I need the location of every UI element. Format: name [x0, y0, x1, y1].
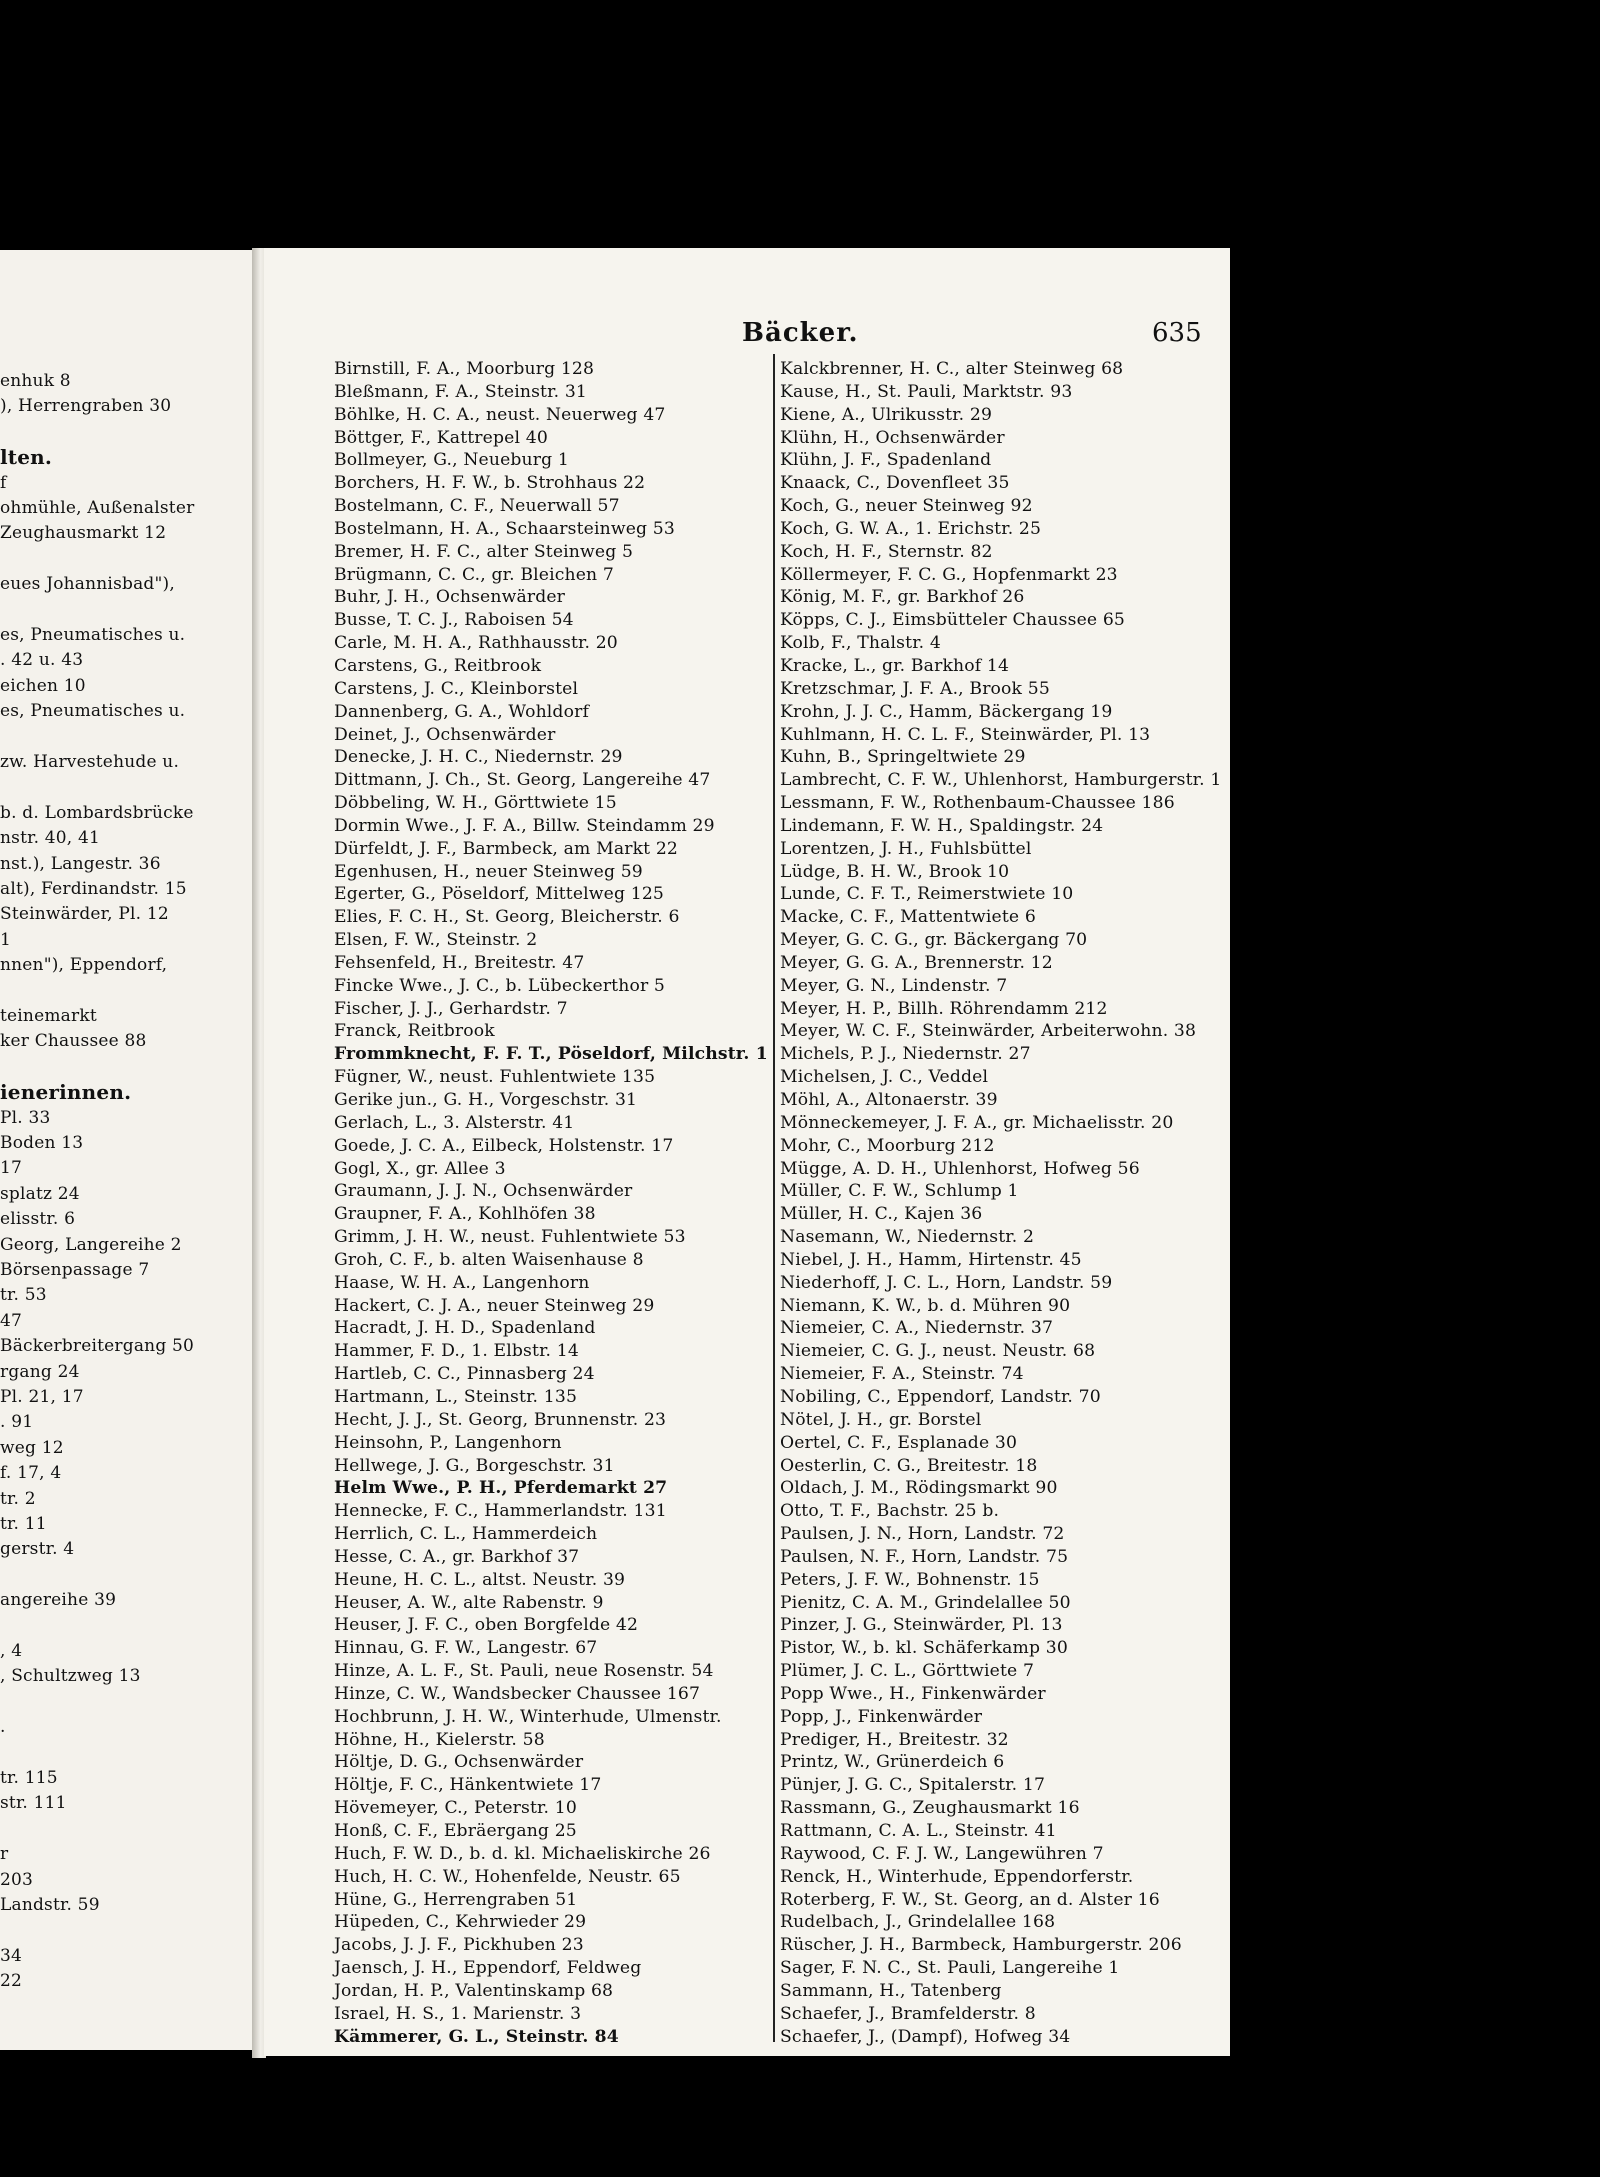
directory-entry: Hammer, F. D., 1. Elbstr. 14: [334, 1341, 579, 1362]
directory-entry: Krohn, J. J. C., Hamm, Bäckergang 19: [780, 701, 1113, 722]
directory-entry: Kämmerer, G. L., Steinstr. 84: [334, 2026, 619, 2047]
directory-entry: Jaensch, J. H., Eppendorf, Feldweg: [334, 1958, 642, 1979]
directory-entry: Oesterlin, C. G., Breitestr. 18: [780, 1455, 1038, 1476]
directory-entry: Döbbeling, W. H., Görttwiete 15: [334, 793, 617, 814]
directory-entry: Goede, J. C. A., Eilbeck, Holstenstr. 17: [334, 1135, 674, 1156]
left-page-line: es, Pneumatisches u.: [0, 701, 186, 722]
directory-entry: Böhlke, H. C. A., neust. Neuerweg 47: [334, 404, 666, 425]
directory-entry: Nasemann, W., Niedernstr. 2: [780, 1227, 1035, 1248]
left-page-line: str. 111: [0, 1793, 67, 1814]
directory-entry: Hochbrunn, J. H. W., Winterhude, Ulmenstr.: [334, 1706, 722, 1727]
directory-entry: Mügge, A. D. H., Uhlenhorst, Hofweg 56: [780, 1158, 1140, 1179]
left-page-line: eues Johannisbad"),: [0, 574, 175, 595]
directory-entry: Graupner, F. A., Kohlhöfen 38: [334, 1204, 596, 1225]
directory-entry: Kalckbrenner, H. C., alter Steinweg 68: [780, 359, 1124, 379]
directory-entry: Müller, C. F. W., Schlump 1: [780, 1181, 1019, 1202]
left-page-line: zw. Harvestehude u.: [0, 752, 180, 772]
left-page-line: ienerinnen.: [0, 1080, 132, 1105]
directory-entry: Jacobs, J. J. F., Pickhuben 23: [334, 1935, 584, 1956]
directory-entry: Nötel, J. H., gr. Borstel: [780, 1409, 982, 1430]
left-page-line: ), Herrengraben 30: [0, 396, 172, 417]
directory-entry: Sager, F. N. C., St. Pauli, Langereihe 1: [780, 1958, 1120, 1979]
left-page-line: 1: [0, 929, 12, 950]
left-page-line: tr. 11: [0, 1514, 47, 1534]
directory-entry: Egerter, G., Pöseldorf, Mittelweg 125: [334, 884, 665, 905]
directory-entry: Fischer, J. J., Gerhardstr. 7: [334, 998, 568, 1019]
left-page-line: Pl. 33: [0, 1107, 51, 1128]
left-page-line: 34: [0, 1945, 23, 1966]
left-page-line: Boden 13: [0, 1133, 84, 1153]
directory-entry: Hesse, C. A., gr. Barkhof 37: [334, 1546, 580, 1567]
directory-entry: Pinzer, J. G., Steinwärder, Pl. 13: [780, 1615, 1063, 1636]
left-page-line: rgang 24: [0, 1361, 80, 1382]
directory-entry: Klühn, H., Ochsenwärder: [780, 427, 1005, 448]
directory-entry: Köpps, C. J., Eimsbütteler Chaussee 65: [780, 610, 1126, 631]
directory-entry: Jordan, H. P., Valentinskamp 68: [334, 1980, 614, 2001]
directory-entry: Bostelmann, H. A., Schaarsteinweg 53: [334, 518, 675, 539]
directory-entry: Niemeier, C. A., Niedernstr. 37: [780, 1318, 1054, 1339]
directory-entry: Niemann, K. W., b. d. Mühren 90: [780, 1295, 1071, 1316]
left-page-line: tr. 53: [0, 1285, 47, 1306]
directory-entry: Köllermeyer, F. C. G., Hopfenmarkt 23: [780, 564, 1118, 585]
directory-entry: Peters, J. F. W., Bohnenstr. 15: [780, 1569, 1040, 1590]
column-divider: [773, 354, 775, 2042]
left-page-line: Landstr. 59: [0, 1895, 100, 1915]
directory-entry: Buhr, J. H., Ochsenwärder: [334, 587, 566, 608]
directory-entry: Paulsen, J. N., Horn, Landstr. 72: [780, 1524, 1065, 1545]
directory-entry: Plümer, J. C. L., Görttwiete 7: [780, 1661, 1035, 1682]
directory-entry: Niederhoff, J. C. L., Horn, Landstr. 59: [780, 1272, 1113, 1293]
directory-entry: Hinze, C. W., Wandsbecker Chaussee 167: [334, 1683, 701, 1704]
left-page-line: lten.: [0, 445, 53, 470]
directory-entry: Kolb, F., Thalstr. 4: [780, 633, 941, 654]
directory-entry: Haase, W. H. A., Langenhorn: [334, 1272, 590, 1293]
directory-entry: Kuhn, B., Springeltwiete 29: [780, 747, 1026, 768]
directory-entry: Schaefer, J., (Dampf), Hofweg 34: [780, 2026, 1071, 2047]
directory-column-left: [334, 358, 770, 2048]
directory-entry: Busse, T. C. J., Raboisen 54: [334, 610, 574, 631]
directory-entry: Sammann, H., Tatenberg: [780, 1980, 1002, 2001]
directory-entry: Lessmann, F. W., Rothenbaum-Chaussee 186: [780, 793, 1175, 814]
directory-entry: Hecht, J. J., St. Georg, Brunnenstr. 23: [334, 1409, 667, 1430]
directory-entry: Böttger, F., Kattrepel 40: [334, 427, 548, 448]
directory-entry: Gogl, X., gr. Allee 3: [334, 1158, 506, 1179]
directory-entry: Pienitz, C. A. M., Grindelallee 50: [780, 1592, 1071, 1613]
directory-entry: Popp Wwe., H., Finkenwärder: [780, 1683, 1046, 1704]
directory-entry: Denecke, J. H. C., Niedernstr. 29: [334, 747, 623, 768]
directory-entry: Gerike jun., G. H., Vorgeschstr. 31: [334, 1090, 638, 1110]
directory-entry: Frommknecht, F. F. T., Pöseldorf, Milchstr. 1: [334, 1044, 768, 1065]
scan-border-bottom: [168, 2040, 208, 2177]
directory-entry: Egenhusen, H., neuer Steinweg 59: [334, 861, 643, 882]
directory-entry: Hartleb, C. C., Pinnasberg 24: [334, 1364, 595, 1385]
directory-entry: Bleßmann, F. A., Steinstr. 31: [334, 381, 587, 402]
directory-entry: Fehsenfeld, H., Breitestr. 47: [334, 952, 585, 973]
left-page-line: gerstr. 4: [0, 1539, 75, 1560]
directory-entry: Elsen, F. W., Steinstr. 2: [334, 930, 538, 951]
directory-entry: Pünjer, J. G. C., Spitalerstr. 17: [780, 1775, 1046, 1796]
directory-entry: Heune, H. C. L., altst. Neustr. 39: [334, 1569, 626, 1590]
directory-entry: Huch, H. C. W., Hohenfelde, Neustr. 65: [334, 1866, 681, 1887]
directory-entry: Knaack, C., Dovenfleet 35: [780, 473, 1010, 494]
left-page-line: 22: [0, 1971, 23, 1992]
directory-entry: Birnstill, F. A., Moorburg 128: [334, 359, 595, 379]
left-page-line: tr. 2: [0, 1488, 36, 1509]
directory-entry: Schaefer, J., Bramfelderstr. 8: [780, 2003, 1036, 2024]
directory-entry: Dormin Wwe., J. F. A., Billw. Steindamm 29: [334, 815, 715, 836]
directory-entry: Helm Wwe., P. H., Pferdemarkt 27: [334, 1478, 668, 1499]
directory-entry: Koch, H. F., Sternstr. 82: [780, 541, 993, 562]
directory-entry: Kretzschmar, J. F. A., Brook 55: [780, 678, 1050, 699]
directory-entry: Kuhlmann, H. C. L. F., Steinwärder, Pl. 13: [780, 724, 1151, 745]
left-page-line: ker Chaussee 88: [0, 1031, 147, 1052]
directory-entry: Graumann, J. J. N., Ochsenwärder: [334, 1181, 633, 1202]
left-page-line: nnen"), Eppendorf,: [0, 955, 168, 976]
directory-entry: König, M. F., gr. Barkhof 26: [780, 587, 1025, 608]
directory-entry: Heuser, J. F. C., oben Borgfelde 42: [334, 1615, 639, 1636]
directory-entry: Oldach, J. M., Rödingsmarkt 90: [780, 1478, 1058, 1499]
directory-entry: Honß, C. F., Ebräergang 25: [334, 1821, 577, 1841]
left-page-line: 17: [0, 1158, 23, 1179]
directory-entry: Otto, T. F., Bachstr. 25 b.: [780, 1501, 1000, 1522]
directory-entry: Brügmann, C. C., gr. Bleichen 7: [334, 564, 614, 585]
directory-entry: Pistor, W., b. kl. Schäferkamp 30: [780, 1638, 1068, 1659]
directory-entry: Carstens, J. C., Kleinborstel: [334, 678, 579, 699]
left-page-line: alt), Ferdinandstr. 15: [0, 879, 187, 899]
left-page-line: , 4: [0, 1641, 23, 1661]
left-page-line: f. 17, 4: [0, 1463, 62, 1484]
directory-entry: Dittmann, J. Ch., St. Georg, Langereihe 47: [334, 770, 711, 791]
left-page-line: nstr. 40, 41: [0, 828, 101, 849]
page-number: 635: [1152, 318, 1202, 348]
directory-entry: Fügner, W., neust. Fuhlentwiete 135: [334, 1067, 656, 1088]
directory-entry: Michels, P. J., Niedernstr. 27: [780, 1044, 1031, 1065]
left-page-line: Steinwärder, Pl. 12: [0, 904, 169, 925]
left-page-line: es, Pneumatisches u.: [0, 625, 186, 645]
directory-entry: Bostelmann, C. F., Neuerwall 57: [334, 496, 620, 517]
directory-entry: Rüscher, J. H., Barmbeck, Hamburgerstr. 206: [780, 1935, 1182, 1956]
left-page-line: b. d. Lombardsbrücke: [0, 802, 194, 823]
left-page-line: , Schultzweg 13: [0, 1666, 141, 1687]
directory-entry: Niemeier, F. A., Steinstr. 74: [780, 1364, 1024, 1385]
directory-entry: Hüpeden, C., Kehrwieder 29: [334, 1912, 587, 1933]
left-page-line: Bäckerbreitergang 50: [0, 1336, 195, 1357]
directory-entry: Renck, H., Winterhude, Eppendorferstr.: [780, 1866, 1134, 1887]
directory-entry: Mohr, C., Moorburg 212: [780, 1135, 995, 1156]
directory-entry: Hennecke, F. C., Hammerlandstr. 131: [334, 1501, 667, 1522]
directory-entry: Klühn, J. F., Spadenland: [780, 450, 992, 471]
left-page-line: nst.), Langestr. 36: [0, 853, 161, 874]
left-page-line: weg 12: [0, 1437, 64, 1458]
left-page: [0, 250, 252, 2050]
directory-entry: Bremer, H. F. C., alter Steinweg 5: [334, 541, 634, 562]
left-page-line: teinemarkt: [0, 1006, 97, 1026]
directory-entry: Borchers, H. F. W., b. Strohhaus 22: [334, 473, 646, 494]
left-page-line: eichen 10: [0, 675, 86, 696]
directory-entry: Höltje, D. G., Ochsenwärder: [334, 1752, 584, 1773]
directory-entry: Hövemeyer, C., Peterstr. 10: [334, 1798, 577, 1819]
directory-entry: Hackert, C. J. A., neuer Steinweg 29: [334, 1295, 655, 1316]
directory-column-right: [780, 358, 1220, 2048]
directory-entry: Carle, M. H. A., Rathhausstr. 20: [334, 633, 618, 654]
directory-entry: Nobiling, C., Eppendorf, Landstr. 70: [780, 1386, 1101, 1407]
directory-entry: Meyer, G. C. G., gr. Bäckergang 70: [780, 930, 1088, 951]
left-page-line: angereihe 39: [0, 1590, 117, 1611]
directory-entry: Hartmann, L., Steinstr. 135: [334, 1386, 578, 1407]
left-page-line: f: [0, 472, 7, 493]
directory-entry: Bollmeyer, G., Neueburg 1: [334, 450, 569, 471]
directory-entry: Rattmann, C. A. L., Steinstr. 41: [780, 1821, 1057, 1841]
left-page-line: splatz 24: [0, 1183, 80, 1204]
directory-entry: Grimm, J. H. W., neust. Fuhlentwiete 53: [334, 1227, 686, 1248]
directory-entry: Groh, C. F., b. alten Waisenhause 8: [334, 1249, 644, 1270]
left-page-line: Zeughausmarkt 12: [0, 523, 167, 544]
directory-entry: Roterberg, F. W., St. Georg, an d. Alster 16: [780, 1889, 1160, 1910]
directory-entry: Printz, W., Grünerdeich 6: [780, 1752, 1005, 1773]
directory-entry: Kiene, A., Ulrikusstr. 29: [780, 404, 993, 425]
directory-entry: Möhl, A., Altonaerstr. 39: [780, 1090, 998, 1110]
directory-entry: Koch, G., neuer Steinweg 92: [780, 496, 1033, 517]
directory-entry: Popp, J., Finkenwärder: [780, 1706, 983, 1727]
left-page-line: .: [0, 1717, 6, 1738]
left-page-line: 47: [0, 1310, 23, 1331]
directory-entry: Hellwege, J. G., Borgeschstr. 31: [334, 1455, 615, 1476]
directory-entry: Meyer, G. N., Lindenstr. 7: [780, 975, 1008, 996]
directory-entry: Gerlach, L., 3. Alsterstr. 41: [334, 1112, 575, 1133]
directory-entry: Hacradt, J. H. D., Spadenland: [334, 1318, 596, 1339]
left-page-line: elisstr. 6: [0, 1209, 76, 1230]
directory-entry: Kause, H., St. Pauli, Marktstr. 93: [780, 381, 1073, 402]
directory-entry: Heinsohn, P., Langenhorn: [334, 1432, 562, 1453]
directory-entry: Koch, G. W. A., 1. Erichstr. 25: [780, 518, 1042, 539]
left-page-line: tr. 115: [0, 1768, 58, 1788]
directory-entry: Rudelbach, J., Grindelallee 168: [780, 1912, 1056, 1933]
directory-entry: Paulsen, N. F., Horn, Landstr. 75: [780, 1546, 1069, 1567]
directory-entry: Dürfeldt, J. F., Barmbeck, am Markt 22: [334, 838, 679, 859]
directory-entry: Oertel, C. F., Esplanade 30: [780, 1432, 1018, 1453]
left-page-line: Pl. 21, 17: [0, 1387, 84, 1407]
directory-entry: Lunde, C. F. T., Reimerstwiete 10: [780, 884, 1074, 905]
left-page-line: . 42 u. 43: [0, 650, 84, 671]
directory-entry: Müller, H. C., Kajen 36: [780, 1204, 983, 1225]
page-header-title: Bäcker.: [742, 318, 859, 348]
directory-entry: Höhne, H., Kielerstr. 58: [334, 1729, 545, 1750]
directory-entry: Deinet, J., Ochsenwärder: [334, 724, 556, 745]
directory-entry: Fincke Wwe., J. C., b. Lübeckerthor 5: [334, 975, 666, 996]
directory-entry: Franck, Reitbrook: [334, 1021, 495, 1042]
directory-entry: Meyer, H. P., Billh. Röhrendamm 212: [780, 998, 1108, 1019]
directory-entry: Hinnau, G. F. W., Langestr. 67: [334, 1638, 598, 1659]
directory-entry: Herrlich, C. L., Hammerdeich: [334, 1524, 598, 1545]
directory-entry: Lambrecht, C. F. W., Uhlenhorst, Hamburgerstr. 1: [780, 770, 1222, 791]
left-page-line: Börsenpassage 7: [0, 1260, 150, 1280]
scan-border-top: [168, 0, 192, 250]
left-page-line: enhuk 8: [0, 371, 71, 391]
left-page-line: . 91: [0, 1412, 34, 1433]
directory-entry: Meyer, W. C. F., Steinwärder, Arbeiterwohn. 38: [780, 1021, 1197, 1042]
directory-entry: Raywood, C. F. J. W., Langewühren 7: [780, 1843, 1104, 1864]
left-page-line: Georg, Langereihe 2: [0, 1234, 182, 1255]
directory-entry: Höltje, F. C., Hänkentwiete 17: [334, 1775, 602, 1796]
directory-entry: Meyer, G. G. A., Brennerstr. 12: [780, 952, 1053, 973]
directory-entry: Prediger, H., Breitestr. 32: [780, 1729, 1009, 1750]
directory-entry: Macke, C. F., Mattentwiete 6: [780, 907, 1036, 928]
directory-entry: Huch, F. W. D., b. d. kl. Michaeliskirche 26: [334, 1843, 711, 1864]
directory-entry: Hinze, A. L. F., St. Pauli, neue Rosenstr. 54: [334, 1661, 714, 1682]
directory-entry: Israel, H. S., 1. Marienstr. 3: [334, 2003, 582, 2024]
directory-entry: Michelsen, J. C., Veddel: [780, 1067, 989, 1088]
directory-entry: Niebel, J. H., Hamm, Hirtenstr. 45: [780, 1249, 1082, 1270]
directory-entry: Lüdge, B. H. W., Brook 10: [780, 861, 1010, 882]
directory-entry: Kracke, L., gr. Barkhof 14: [780, 655, 1010, 676]
directory-entry: Lorentzen, J. H., Fuhlsbüttel: [780, 838, 1032, 859]
right-page: [264, 248, 1230, 2056]
directory-entry: Mönneckemeyer, J. F. A., gr. Michaelisstr. 20: [780, 1112, 1174, 1133]
directory-entry: Heuser, A. W., alte Rabenstr. 9: [334, 1592, 604, 1613]
directory-entry: Hüne, G., Herrengraben 51: [334, 1889, 578, 1910]
directory-entry: Carstens, G., Reitbrook: [334, 655, 542, 676]
left-page-line: 203: [0, 1869, 34, 1890]
left-page-line: r: [0, 1844, 9, 1865]
directory-entry: Dannenberg, G. A., Wohldorf: [334, 701, 589, 722]
directory-entry: Rassmann, G., Zeughausmarkt 16: [780, 1798, 1080, 1819]
directory-entry: Lindemann, F. W. H., Spaldingstr. 24: [780, 815, 1104, 836]
directory-entry: Niemeier, C. G. J., neust. Neustr. 68: [780, 1341, 1096, 1362]
directory-entry: Elies, F. C. H., St. Georg, Bleicherstr. 6: [334, 907, 680, 928]
left-page-line: ohmühle, Außenalster: [0, 498, 195, 518]
